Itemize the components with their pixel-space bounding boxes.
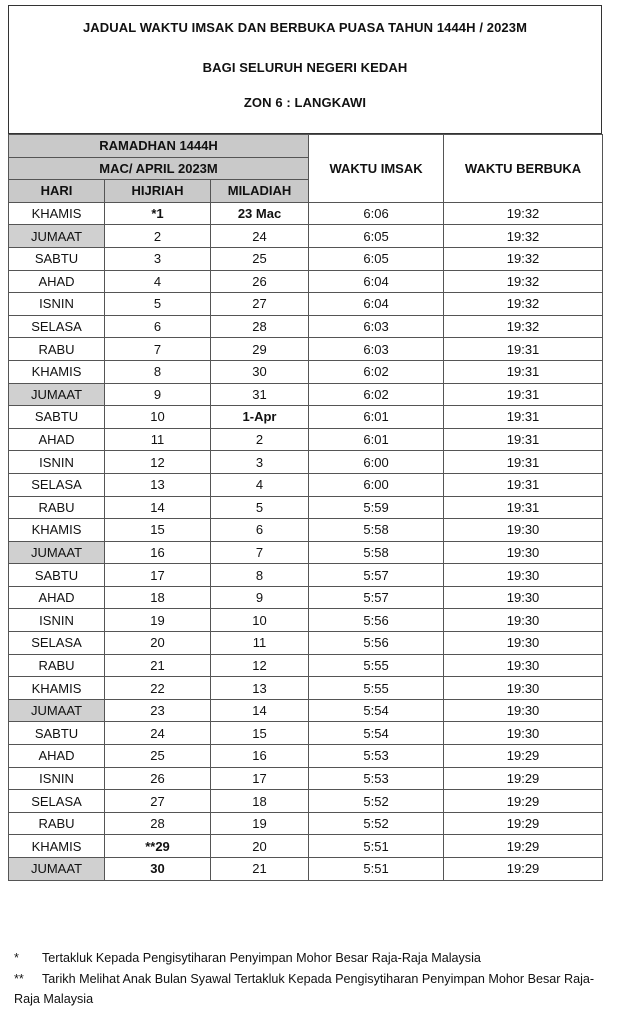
cell-miladiah: 7 (211, 541, 309, 564)
footnote-2-mark: ** (14, 972, 24, 986)
cell-berbuka: 19:30 (444, 609, 603, 632)
table-row (9, 835, 603, 858)
header-ramadhan: RAMADHAN 1444H (9, 135, 309, 158)
table-row (9, 699, 603, 722)
cell-miladiah: 6 (211, 519, 309, 542)
cell-hijriah: 24 (105, 722, 211, 745)
cell-berbuka: 19:30 (444, 654, 603, 677)
header-hijriah: HIJRIAH (105, 180, 211, 203)
cell-imsak: 6:02 (309, 360, 444, 383)
cell-hari: AHAD (9, 428, 105, 451)
cell-imsak: 6:06 (309, 202, 444, 225)
cell-miladiah: 16 (211, 745, 309, 768)
cell-berbuka: 19:32 (444, 270, 603, 293)
cell-berbuka: 19:31 (444, 451, 603, 474)
cell-hari: JUMAAT (9, 383, 105, 406)
cell-hari: KHAMIS (9, 519, 105, 542)
cell-berbuka: 19:31 (444, 496, 603, 519)
cell-berbuka: 19:31 (444, 338, 603, 361)
table-row (9, 745, 603, 768)
cell-miladiah: 9 (211, 586, 309, 609)
header-waktu-imsak: WAKTU IMSAK (309, 135, 444, 203)
cell-hari: RABU (9, 812, 105, 835)
cell-miladiah: 4 (211, 473, 309, 496)
footnote-2 (14, 969, 609, 1009)
cell-miladiah: 5 (211, 496, 309, 519)
cell-berbuka: 19:32 (444, 247, 603, 270)
cell-imsak: 6:03 (309, 315, 444, 338)
cell-berbuka: 19:30 (444, 699, 603, 722)
table-row (9, 858, 603, 881)
cell-imsak: 5:54 (309, 722, 444, 745)
cell-miladiah: 20 (211, 835, 309, 858)
cell-hijriah: 10 (105, 406, 211, 429)
header-miladiah: MILADIAH (211, 180, 309, 203)
cell-imsak: 5:54 (309, 699, 444, 722)
cell-imsak: 5:56 (309, 609, 444, 632)
cell-hari: KHAMIS (9, 360, 105, 383)
cell-hari: JUMAAT (9, 699, 105, 722)
cell-hari: KHAMIS (9, 202, 105, 225)
cell-imsak: 6:00 (309, 473, 444, 496)
table-row (9, 519, 603, 542)
cell-hari: ISNIN (9, 609, 105, 632)
schedule-table-wrap (8, 134, 602, 881)
cell-imsak: 6:00 (309, 451, 444, 474)
table-row (9, 586, 603, 609)
cell-imsak: 6:02 (309, 383, 444, 406)
schedule-table (8, 134, 603, 881)
cell-berbuka: 19:32 (444, 293, 603, 316)
cell-berbuka: 19:30 (444, 586, 603, 609)
cell-miladiah: 31 (211, 383, 309, 406)
cell-hari: KHAMIS (9, 835, 105, 858)
table-row (9, 541, 603, 564)
cell-hari: SELASA (9, 473, 105, 496)
cell-berbuka: 19:29 (444, 835, 603, 858)
cell-berbuka: 19:31 (444, 406, 603, 429)
cell-hari: AHAD (9, 745, 105, 768)
cell-miladiah: 27 (211, 293, 309, 316)
cell-hari: JUMAAT (9, 541, 105, 564)
footnote-1 (14, 948, 609, 968)
cell-hari: JUMAAT (9, 858, 105, 881)
table-row (9, 451, 603, 474)
cell-miladiah: 19 (211, 812, 309, 835)
cell-hari: ISNIN (9, 767, 105, 790)
title-box (8, 5, 602, 134)
cell-imsak: 5:52 (309, 790, 444, 813)
cell-miladiah: 3 (211, 451, 309, 474)
table-row (9, 609, 603, 632)
cell-miladiah: 24 (211, 225, 309, 248)
header-waktu-berbuka: WAKTU BERBUKA (444, 135, 603, 203)
cell-hijriah: 8 (105, 360, 211, 383)
cell-imsak: 6:04 (309, 270, 444, 293)
cell-hijriah: 20 (105, 632, 211, 655)
cell-berbuka: 19:31 (444, 428, 603, 451)
cell-berbuka: 19:29 (444, 812, 603, 835)
cell-miladiah: 17 (211, 767, 309, 790)
cell-hari: AHAD (9, 586, 105, 609)
cell-imsak: 5:56 (309, 632, 444, 655)
footnote-1-text: Tertakluk Kepada Pengisytiharan Penyimpan Mohor Besar Raja-Raja Malaysia (42, 951, 481, 965)
cell-miladiah: 10 (211, 609, 309, 632)
cell-berbuka: 19:29 (444, 745, 603, 768)
cell-hari: RABU (9, 338, 105, 361)
cell-imsak: 5:58 (309, 519, 444, 542)
cell-berbuka: 19:30 (444, 519, 603, 542)
cell-berbuka: 19:32 (444, 315, 603, 338)
cell-imsak: 6:04 (309, 293, 444, 316)
cell-imsak: 6:05 (309, 225, 444, 248)
cell-miladiah: 28 (211, 315, 309, 338)
cell-miladiah: 15 (211, 722, 309, 745)
table-row (9, 722, 603, 745)
footnotes (14, 948, 609, 1009)
cell-hijriah: 14 (105, 496, 211, 519)
cell-hijriah: 19 (105, 609, 211, 632)
table-row (9, 360, 603, 383)
cell-berbuka: 19:29 (444, 790, 603, 813)
cell-hari: SABTU (9, 247, 105, 270)
cell-imsak: 5:59 (309, 496, 444, 519)
cell-miladiah: 2 (211, 428, 309, 451)
schedule-body (9, 202, 603, 880)
table-row (9, 812, 603, 835)
cell-hijriah: 15 (105, 519, 211, 542)
cell-miladiah: 26 (211, 270, 309, 293)
cell-hijriah: 5 (105, 293, 211, 316)
cell-imsak: 6:03 (309, 338, 444, 361)
cell-berbuka: 19:30 (444, 632, 603, 655)
cell-hari: ISNIN (9, 293, 105, 316)
table-row (9, 632, 603, 655)
title-line-1: JADUAL WAKTU IMSAK DAN BERBUKA PUASA TAHUN 1444H / 2023M (82, 20, 528, 35)
table-row (9, 677, 603, 700)
title-line-3: ZON 6 : LANGKAWI (243, 95, 367, 110)
table-row (9, 293, 603, 316)
cell-hijriah: 30 (105, 858, 211, 881)
table-row (9, 202, 603, 225)
cell-imsak: 5:53 (309, 745, 444, 768)
cell-berbuka: 19:32 (444, 202, 603, 225)
table-row (9, 383, 603, 406)
cell-hijriah: 27 (105, 790, 211, 813)
cell-hari: SABTU (9, 564, 105, 587)
footnote-1-mark: * (14, 951, 19, 965)
cell-berbuka: 19:30 (444, 541, 603, 564)
cell-imsak: 5:55 (309, 677, 444, 700)
cell-berbuka: 19:29 (444, 767, 603, 790)
cell-imsak: 6:01 (309, 428, 444, 451)
cell-miladiah: 8 (211, 564, 309, 587)
cell-berbuka: 19:30 (444, 677, 603, 700)
cell-miladiah: 14 (211, 699, 309, 722)
table-row (9, 406, 603, 429)
cell-imsak: 5:58 (309, 541, 444, 564)
cell-miladiah: 29 (211, 338, 309, 361)
cell-berbuka: 19:30 (444, 564, 603, 587)
table-row (9, 338, 603, 361)
cell-berbuka: 19:29 (444, 858, 603, 881)
cell-hijriah: 18 (105, 586, 211, 609)
cell-hari: AHAD (9, 270, 105, 293)
cell-imsak: 5:51 (309, 858, 444, 881)
cell-imsak: 6:05 (309, 247, 444, 270)
cell-hari: JUMAAT (9, 225, 105, 248)
cell-imsak: 5:53 (309, 767, 444, 790)
cell-imsak: 5:57 (309, 564, 444, 587)
table-row (9, 790, 603, 813)
cell-imsak: 5:51 (309, 835, 444, 858)
footnote-2-text: Tarikh Melihat Anak Bulan Syawal Tertakluk Kepada Pengisytiharan Penyimpan Mohor Besar Raja-Raja Malaysia (14, 972, 595, 1006)
table-row (9, 767, 603, 790)
cell-miladiah: 25 (211, 247, 309, 270)
table-row (9, 496, 603, 519)
cell-hari: SELASA (9, 790, 105, 813)
cell-hijriah: 4 (105, 270, 211, 293)
cell-miladiah: 18 (211, 790, 309, 813)
table-row (9, 225, 603, 248)
cell-hari: RABU (9, 496, 105, 519)
cell-hijriah: 26 (105, 767, 211, 790)
cell-hari: RABU (9, 654, 105, 677)
cell-berbuka: 19:31 (444, 473, 603, 496)
cell-hari: SABTU (9, 406, 105, 429)
cell-hijriah: 11 (105, 428, 211, 451)
cell-miladiah: 13 (211, 677, 309, 700)
cell-hijriah: 17 (105, 564, 211, 587)
cell-hijriah: 3 (105, 247, 211, 270)
cell-berbuka: 19:31 (444, 360, 603, 383)
cell-hijriah: 12 (105, 451, 211, 474)
table-row (9, 654, 603, 677)
cell-imsak: 5:57 (309, 586, 444, 609)
table-row (9, 564, 603, 587)
cell-hijriah: 21 (105, 654, 211, 677)
cell-hijriah: 2 (105, 225, 211, 248)
cell-hijriah: 22 (105, 677, 211, 700)
cell-miladiah: 1-Apr (211, 406, 309, 429)
cell-hijriah: *1 (105, 202, 211, 225)
cell-hari: KHAMIS (9, 677, 105, 700)
table-row (9, 270, 603, 293)
cell-hari: SELASA (9, 632, 105, 655)
table-row (9, 315, 603, 338)
title-line-2: BAGI SELURUH NEGERI KEDAH (202, 60, 408, 75)
cell-hijriah: 23 (105, 699, 211, 722)
cell-miladiah: 12 (211, 654, 309, 677)
cell-hijriah: 6 (105, 315, 211, 338)
cell-hijriah: 28 (105, 812, 211, 835)
cell-berbuka: 19:31 (444, 383, 603, 406)
cell-hijriah: 9 (105, 383, 211, 406)
cell-berbuka: 19:30 (444, 722, 603, 745)
cell-hijriah: 25 (105, 745, 211, 768)
cell-imsak: 6:01 (309, 406, 444, 429)
table-row (9, 473, 603, 496)
cell-miladiah: 23 Mac (211, 202, 309, 225)
cell-miladiah: 30 (211, 360, 309, 383)
cell-berbuka: 19:32 (444, 225, 603, 248)
cell-miladiah: 21 (211, 858, 309, 881)
table-row (9, 247, 603, 270)
cell-hari: SELASA (9, 315, 105, 338)
table-row (9, 428, 603, 451)
header-hari: HARI (9, 180, 105, 203)
cell-imsak: 5:55 (309, 654, 444, 677)
cell-hijriah: 13 (105, 473, 211, 496)
cell-hari: ISNIN (9, 451, 105, 474)
cell-hijriah: 7 (105, 338, 211, 361)
cell-hari: SABTU (9, 722, 105, 745)
cell-hijriah: 16 (105, 541, 211, 564)
cell-hijriah: **29 (105, 835, 211, 858)
cell-imsak: 5:52 (309, 812, 444, 835)
header-month: MAC/ APRIL 2023M (9, 157, 309, 180)
cell-miladiah: 11 (211, 632, 309, 655)
